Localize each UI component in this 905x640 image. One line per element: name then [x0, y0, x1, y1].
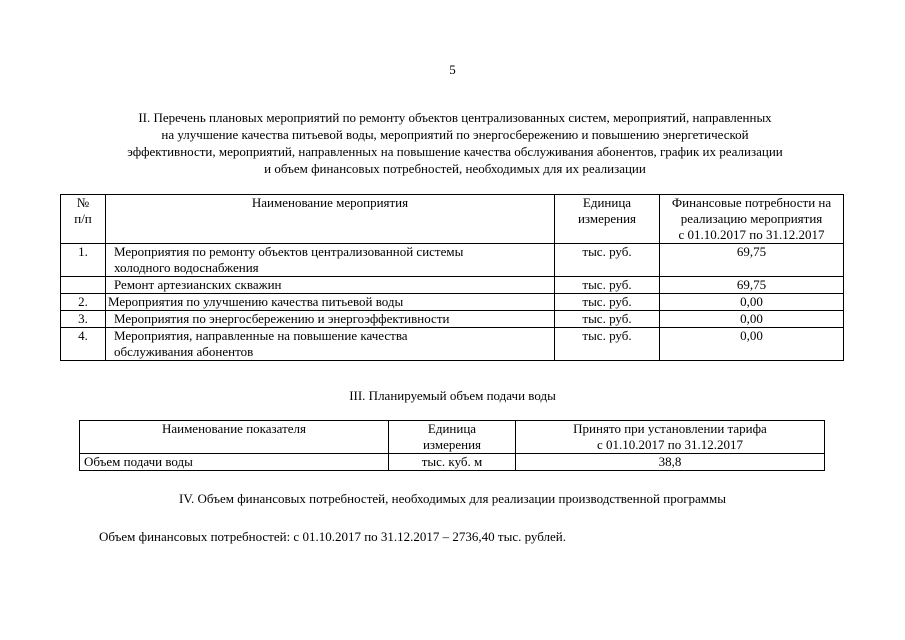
row-number: 4. [61, 328, 106, 361]
row-value: 0,00 [660, 328, 844, 361]
row-unit: тыс. руб. [555, 328, 660, 361]
row-unit: тыс. руб. [555, 294, 660, 311]
section-2-heading-line: и объем финансовых потребностей, необходимых для их реализации [264, 161, 646, 176]
row-measure-name: Мероприятия по улучшению качества питьевой воды [106, 294, 555, 311]
header-unit: Единица измерения [389, 421, 516, 454]
row-number: 2. [61, 294, 106, 311]
section-2-heading [60, 109, 850, 177]
table-row [61, 277, 844, 294]
table-row [61, 311, 844, 328]
row-value: 69,75 [660, 244, 844, 277]
table-row [80, 454, 825, 471]
water-supply-table [79, 420, 825, 471]
row-number [61, 277, 106, 294]
row-value: 0,00 [660, 294, 844, 311]
row-indicator-name: Объем подачи воды [80, 454, 389, 471]
row-unit: тыс. руб. [555, 311, 660, 328]
header-indicator-name: Наименование показателя [80, 421, 389, 454]
row-unit: тыс. руб. [555, 244, 660, 277]
table-row [61, 244, 844, 277]
row-value: 38,8 [516, 454, 825, 471]
row-measure-name: Мероприятия по энергосбережению и энергоэффективности [106, 311, 555, 328]
section-2-heading-line: на улучшение качества питьевой воды, мероприятий по энергосбережению и повышению энергетической [161, 127, 749, 142]
header-number: № п/п [61, 195, 106, 244]
section-2-heading-line: II. Перечень плановых мероприятий по ремонту объектов централизованных систем, мероприятий, направленных [138, 110, 772, 125]
row-measure-name: Мероприятия по ремонту объектов централизованной системы холодного водоснабжения [106, 244, 555, 277]
section-3-heading: III. Планируемый объем подачи воды [349, 388, 556, 403]
row-value: 69,75 [660, 277, 844, 294]
table-header-row [80, 421, 825, 454]
table-row [61, 294, 844, 311]
row-unit: тыс. руб. [555, 277, 660, 294]
row-unit: тыс. куб. м [389, 454, 516, 471]
header-measure-name: Наименование мероприятия [106, 195, 555, 244]
header-unit: Единица измерения [555, 195, 660, 244]
header-financial-needs: Финансовые потребности на реализацию мероприятия с 01.10.2017 по 31.12.2017 [660, 195, 844, 244]
row-number: 1. [61, 244, 106, 277]
row-number: 3. [61, 311, 106, 328]
page-number: 5 [449, 62, 456, 77]
measures-table [60, 194, 844, 361]
header-tariff-value: Принято при установлении тарифа с 01.10.2017 по 31.12.2017 [516, 421, 825, 454]
row-measure-name: Мероприятия, направленные на повышение качества обслуживания абонентов [106, 328, 555, 361]
table-row [61, 328, 844, 361]
table-header-row [61, 195, 844, 244]
row-value: 0,00 [660, 311, 844, 328]
row-measure-name: Ремонт артезианских скважин [106, 277, 555, 294]
section-2-heading-line: эффективности, мероприятий, направленных на повышение качества обслуживания абонентов, график их реализации [127, 144, 783, 159]
section-4-heading: IV. Объем финансовых потребностей, необходимых для реализации производственной программы [179, 491, 726, 506]
financial-total-text: Объем финансовых потребностей: с 01.10.2017 по 31.12.2017 – 2736,40 тыс. рублей. [99, 529, 567, 544]
